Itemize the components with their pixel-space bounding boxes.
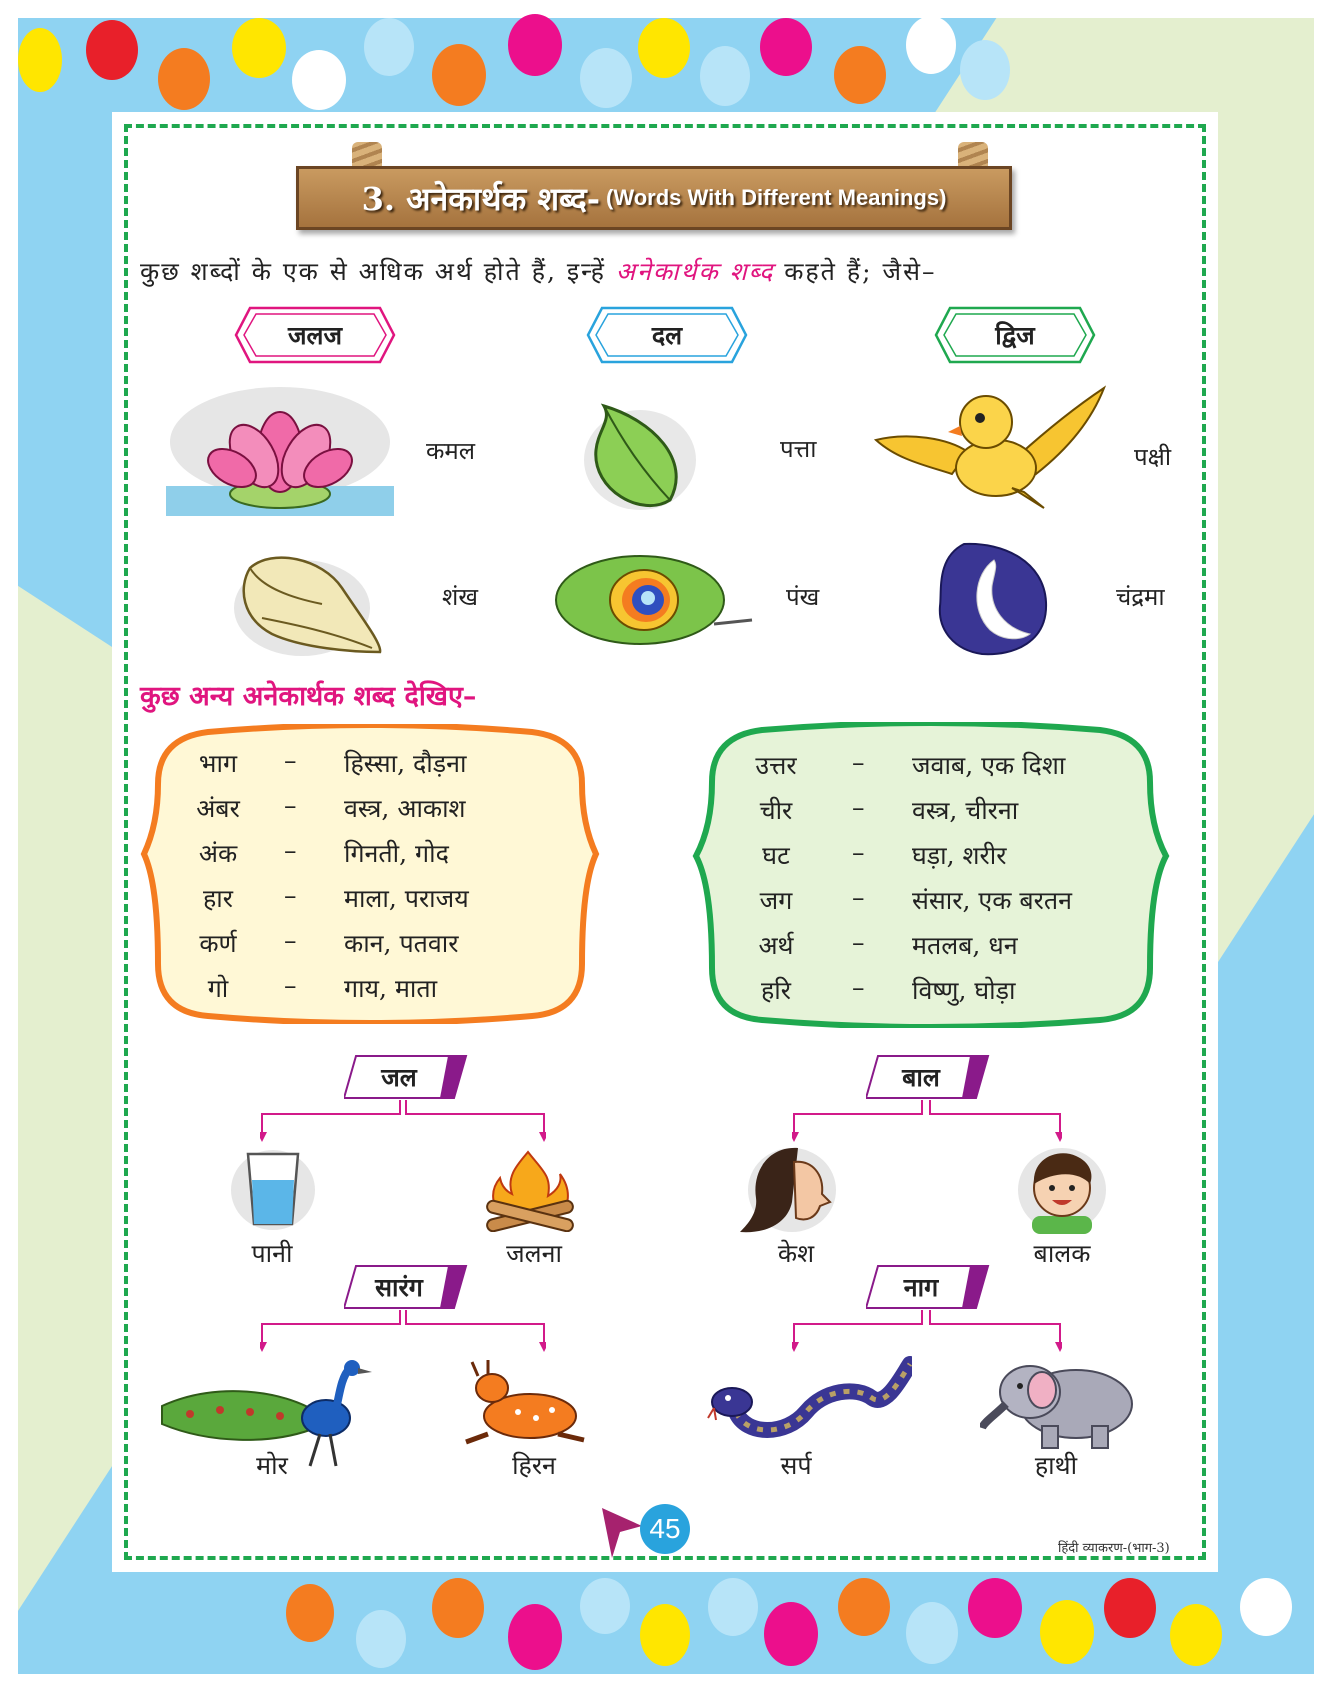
list-meaning: हिस्सा, दौड़ना bbox=[344, 749, 467, 778]
meaning-label: पंख bbox=[786, 583, 820, 611]
intro-text bbox=[140, 254, 936, 288]
list-word: अर्थ bbox=[758, 931, 794, 960]
example-word: दल bbox=[651, 321, 683, 350]
tree-tag-baal bbox=[866, 1054, 990, 1100]
example-word: जलज bbox=[287, 321, 343, 350]
example-tag-jalaj bbox=[232, 304, 398, 366]
confetti-dot bbox=[432, 44, 486, 106]
intro-before: कुछ शब्दों के एक से अधिक अर्थ होते हैं, इन्हें bbox=[140, 257, 616, 286]
list-dash: – bbox=[852, 973, 865, 1002]
confetti-dot bbox=[906, 16, 956, 74]
confetti-dot bbox=[1104, 1578, 1156, 1638]
long-hair-woman-icon bbox=[738, 1142, 838, 1236]
list-dash: – bbox=[284, 791, 297, 820]
lotus-icon bbox=[160, 382, 400, 522]
list-dash: – bbox=[852, 748, 865, 777]
tree-connector bbox=[260, 1100, 546, 1142]
meaning-label: शंख bbox=[442, 583, 478, 611]
confetti-dot bbox=[764, 1602, 818, 1666]
deer-icon bbox=[458, 1356, 592, 1452]
list-dash: – bbox=[852, 838, 865, 867]
list-word: उत्तर bbox=[755, 751, 797, 780]
page-number: 45 bbox=[640, 1504, 690, 1554]
list-dash: – bbox=[284, 746, 297, 775]
list-meaning: संसार, एक बरतन bbox=[912, 886, 1072, 915]
confetti-dot bbox=[158, 48, 210, 110]
intro-after: कहते हैं; जैसे– bbox=[774, 257, 937, 286]
title-board bbox=[296, 166, 1012, 230]
list-word: गो bbox=[207, 974, 229, 1003]
confetti-dot bbox=[86, 20, 138, 80]
confetti-dot bbox=[580, 48, 632, 108]
confetti-dot bbox=[18, 28, 62, 92]
list-word: घट bbox=[762, 841, 790, 870]
confetti-dot bbox=[356, 1610, 406, 1668]
title-main: 3. अनेकार्थक शब्द- bbox=[361, 179, 601, 218]
leaf-icon bbox=[582, 400, 698, 512]
list-meaning: जवाब, एक दिशा bbox=[912, 751, 1066, 780]
confetti-dot bbox=[508, 14, 562, 76]
tree-connector bbox=[792, 1310, 1062, 1352]
tree-left-label: सर्प bbox=[780, 1451, 812, 1480]
meaning-label: पक्षी bbox=[1134, 443, 1172, 471]
meaning-label: कमल bbox=[426, 437, 476, 465]
confetti-dot bbox=[834, 46, 886, 104]
list-meaning: घड़ा, शरीर bbox=[912, 841, 1007, 870]
confetti-dot bbox=[364, 18, 414, 76]
list-dash: – bbox=[284, 926, 297, 955]
footer-book-title: हिंदी व्याकरण-(भाग-3) bbox=[1058, 1541, 1170, 1556]
confetti-dot bbox=[640, 1604, 690, 1666]
list-word: कर्ण bbox=[199, 929, 237, 958]
meaning-label: पत्ता bbox=[780, 435, 817, 463]
example-word: द्विज bbox=[995, 321, 1035, 350]
list-meaning: विष्णु, घोड़ा bbox=[912, 976, 1016, 1005]
confetti-dot bbox=[286, 1584, 334, 1642]
tree-connector bbox=[792, 1100, 1062, 1142]
list-word: अंक bbox=[198, 839, 238, 868]
list-dash: – bbox=[284, 836, 297, 865]
tree-left-label: केश bbox=[777, 1239, 815, 1268]
left-word-box bbox=[138, 724, 602, 1024]
confetti-dot bbox=[906, 1602, 958, 1664]
list-word: हार bbox=[203, 884, 233, 913]
confetti-dot bbox=[508, 1604, 562, 1670]
bird-icon bbox=[868, 382, 1112, 518]
intro-highlight: अनेकार्थक शब्द bbox=[615, 257, 775, 286]
water-glass-icon bbox=[230, 1146, 316, 1230]
tree-right-label: हाथी bbox=[1034, 1451, 1078, 1480]
tree-word: सारंग bbox=[375, 1273, 423, 1302]
confetti-dot bbox=[700, 46, 750, 106]
example-tag-dal bbox=[584, 304, 750, 366]
confetti-dot bbox=[1040, 1600, 1094, 1664]
confetti-dot bbox=[708, 1578, 758, 1636]
confetti-dot bbox=[580, 1578, 630, 1634]
list-word: अंबर bbox=[196, 794, 240, 823]
confetti-dot bbox=[968, 1578, 1022, 1638]
subheading: कुछ अन्य अनेकार्थक शब्द देखिए– bbox=[140, 681, 477, 712]
list-dash: – bbox=[852, 883, 865, 912]
list-dash: – bbox=[284, 971, 297, 1000]
list-word: चीर bbox=[759, 796, 793, 825]
list-word: हरि bbox=[761, 976, 791, 1005]
elephant-icon bbox=[980, 1356, 1140, 1452]
tree-right-label: हिरन bbox=[512, 1451, 556, 1480]
snake-icon bbox=[706, 1356, 912, 1442]
tree-tag-saarang bbox=[344, 1264, 468, 1310]
conch-shell-icon bbox=[232, 548, 382, 658]
tree-word: जल bbox=[381, 1063, 417, 1092]
right-word-box bbox=[690, 722, 1172, 1028]
list-meaning: वस्त्र, चीरना bbox=[912, 796, 1019, 825]
list-word: जग bbox=[759, 886, 793, 915]
tree-word: नाग bbox=[903, 1273, 939, 1302]
tree-word: बाल bbox=[902, 1063, 940, 1092]
star-ribbon-icon bbox=[598, 1504, 644, 1560]
confetti-dot bbox=[292, 50, 346, 110]
list-meaning: गाय, माता bbox=[344, 974, 438, 1003]
tree-tag-jal bbox=[344, 1054, 468, 1100]
list-meaning: गिनती, गोद bbox=[344, 839, 449, 868]
title-sub: (Words With Different Meanings) bbox=[606, 185, 947, 210]
list-meaning: माला, पराजय bbox=[344, 884, 469, 913]
tree-tag-naag bbox=[866, 1264, 990, 1310]
tree-left-label: पानी bbox=[251, 1239, 293, 1268]
tree-connector bbox=[260, 1310, 546, 1352]
tree-right-label: बालक bbox=[1033, 1239, 1091, 1268]
list-dash: – bbox=[852, 928, 865, 957]
boy-face-icon bbox=[1016, 1142, 1108, 1234]
campfire-icon bbox=[478, 1146, 582, 1232]
confetti-dot bbox=[1240, 1578, 1292, 1636]
moon-icon bbox=[934, 538, 1050, 658]
list-meaning: मतलब, धन bbox=[912, 931, 1018, 960]
confetti-dot bbox=[960, 40, 1010, 100]
confetti-dot bbox=[232, 18, 286, 78]
confetti-dot bbox=[432, 1578, 484, 1638]
list-meaning: वस्त्र, आकाश bbox=[344, 794, 466, 823]
confetti-dot bbox=[638, 18, 690, 78]
list-dash: – bbox=[852, 793, 865, 822]
confetti-dot bbox=[760, 18, 812, 76]
tree-right-label: जलना bbox=[506, 1239, 562, 1268]
peacock-feather-icon bbox=[554, 550, 754, 650]
list-dash: – bbox=[284, 881, 297, 910]
confetti-dot bbox=[1170, 1604, 1222, 1666]
confetti-dot bbox=[838, 1578, 890, 1636]
list-word: भाग bbox=[198, 749, 238, 778]
meaning-label: चंद्रमा bbox=[1116, 583, 1165, 611]
tree-left-label: मोर bbox=[256, 1451, 288, 1480]
example-tag-dwij bbox=[932, 304, 1098, 366]
list-meaning: कान, पतवार bbox=[344, 929, 459, 958]
